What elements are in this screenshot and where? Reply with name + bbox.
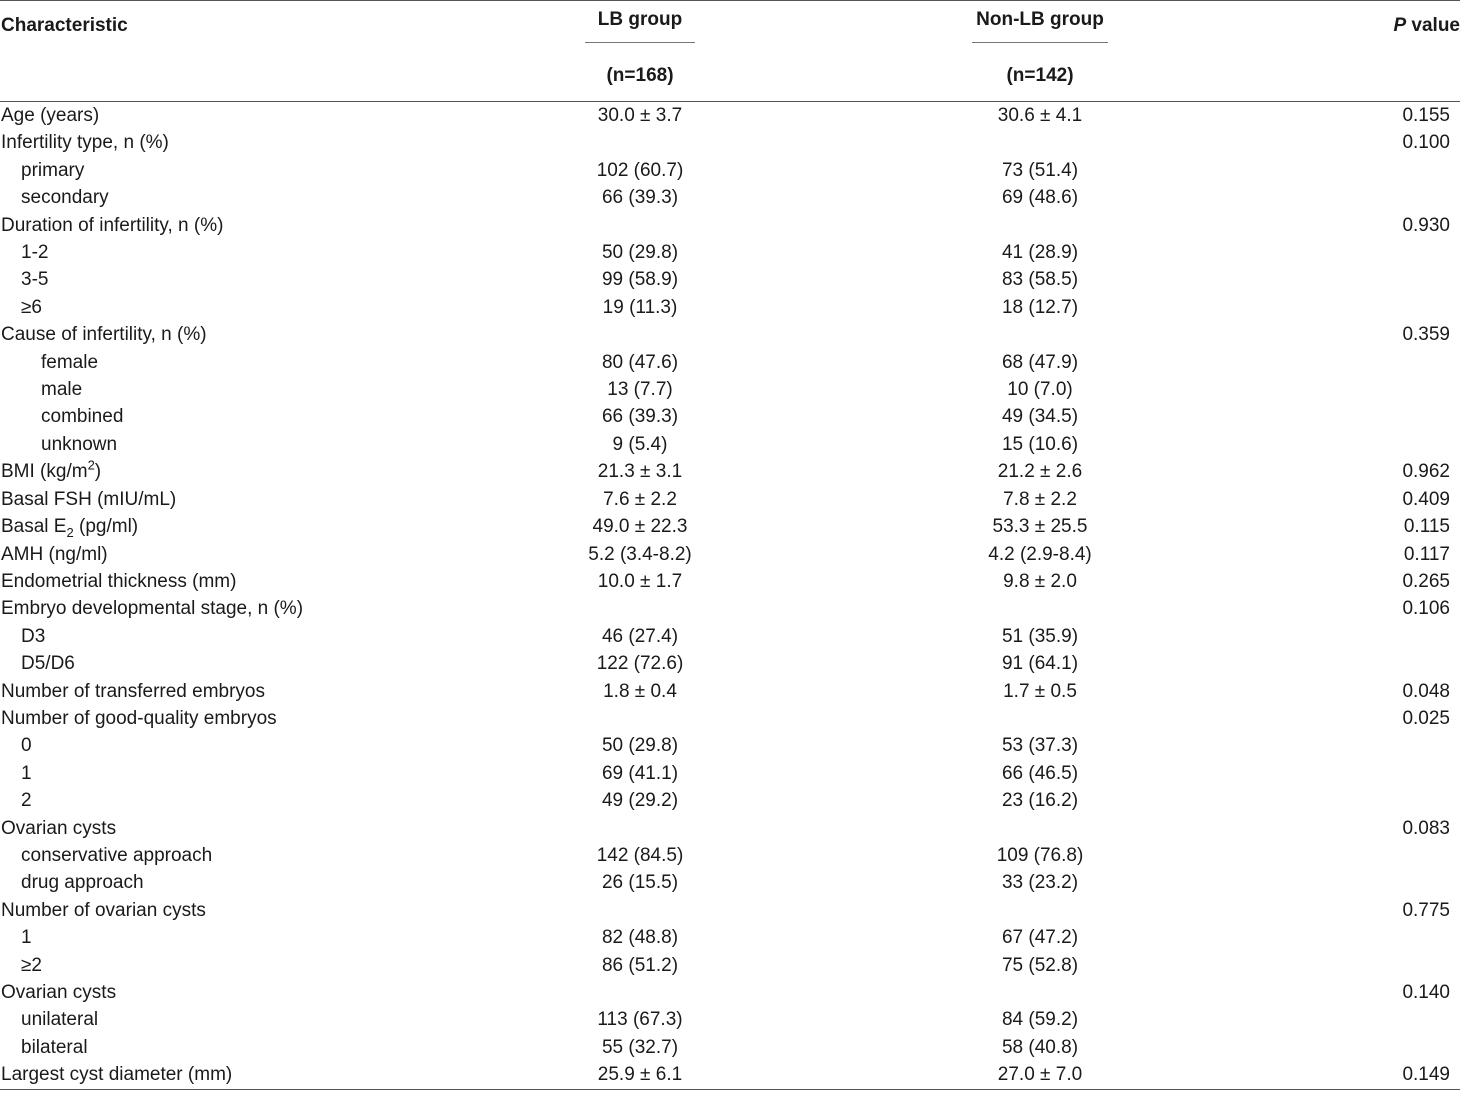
row-p-value	[1270, 732, 1460, 759]
row-lb-value: 113 (67.3)	[597, 1009, 683, 1031]
table-row	[0, 102, 1460, 130]
row-characteristic: combined	[41, 406, 124, 428]
row-non-lb-value	[810, 705, 1270, 732]
row-p-value	[1270, 952, 1460, 979]
row-non-lb-value	[810, 321, 1270, 348]
table-row	[0, 541, 1460, 568]
row-characteristic: Endometrial thickness (mm)	[1, 570, 237, 592]
row-lb-value	[470, 815, 810, 842]
row-non-lb-value	[810, 129, 1270, 156]
row-lb-value: 80 (47.6)	[601, 351, 679, 373]
row-p-value: 0.359	[1402, 324, 1450, 346]
row-p-value	[1270, 650, 1460, 677]
row-p-value: 0.025	[1402, 707, 1450, 729]
row-p-value: 0.930	[1402, 214, 1450, 236]
row-p-value	[1270, 431, 1460, 458]
table-row	[0, 349, 1460, 376]
table-row	[0, 1006, 1460, 1033]
row-characteristic: ≥2	[21, 954, 42, 976]
row-characteristic: Basal $E_2$ (pg/ml)	[1, 516, 139, 540]
header-lb-n: (n=168)	[606, 65, 674, 86]
row-non-lb-value	[810, 897, 1270, 924]
row-p-value	[1270, 760, 1460, 787]
row-characteristic: Age (years)	[1, 105, 100, 126]
table-row	[0, 157, 1460, 184]
row-p-value: 0.048	[1402, 680, 1450, 702]
row-p-value: 0.962	[1402, 461, 1450, 483]
row-characteristic: D5/D6	[21, 653, 75, 675]
table-row	[0, 732, 1460, 759]
table-row	[0, 924, 1460, 951]
row-p-value: 0.083	[1402, 817, 1450, 839]
row-non-lb-value: 67 (47.2)	[1001, 927, 1079, 949]
row-characteristic: Embryo developmental stage, n (%)	[1, 598, 304, 620]
row-p-value: 0.106	[1402, 598, 1450, 620]
row-characteristic: Duration of infertility, n (%)	[1, 214, 224, 236]
row-lb-value: 55 (32.7)	[601, 1036, 679, 1058]
row-lb-value: 49.0 ± 22.3	[592, 516, 688, 538]
row-lb-value: 46 (27.4)	[601, 625, 679, 647]
row-lb-value: 86 (51.2)	[601, 954, 679, 976]
row-characteristic: 2	[21, 790, 32, 812]
row-characteristic: D3	[21, 625, 46, 647]
row-non-lb-value	[810, 212, 1270, 239]
row-lb-value: 82 (48.8)	[601, 927, 679, 949]
row-non-lb-value: 49 (34.5)	[1001, 406, 1079, 428]
row-non-lb-value: 7.8 ± 2.2	[1003, 488, 1077, 510]
row-p-value: 0.140	[1402, 982, 1450, 1003]
row-non-lb-value: 1.7 ± 0.5	[1003, 680, 1077, 702]
row-non-lb-value: 15 (10.6)	[1001, 433, 1079, 455]
table-row	[0, 568, 1460, 595]
row-characteristic: Number of ovarian cysts	[1, 899, 206, 921]
table-row	[0, 513, 1460, 540]
row-lb-value: 142 (84.5)	[596, 844, 684, 866]
table-row	[0, 266, 1460, 293]
row-lb-value: 102 (60.7)	[596, 159, 684, 181]
header-row	[0, 1, 1460, 52]
table-row	[0, 842, 1460, 869]
table-row	[0, 595, 1460, 622]
row-lb-value: 7.6 ± 2.2	[603, 488, 677, 510]
header-blank-p	[1270, 51, 1460, 102]
row-lb-value	[470, 595, 810, 622]
table-row	[0, 212, 1460, 239]
row-characteristic: conservative approach	[21, 844, 213, 866]
row-lb-value: 10.0 ± 1.7	[597, 570, 683, 592]
header-characteristic: Characteristic	[1, 15, 128, 36]
row-non-lb-value: 9.8 ± 2.0	[1003, 570, 1077, 592]
row-p-value	[1270, 294, 1460, 321]
table-row	[0, 1061, 1460, 1089]
row-characteristic: 0	[21, 735, 32, 757]
row-lb-value	[470, 321, 810, 348]
table-row	[0, 952, 1460, 979]
row-p-value: 0.117	[1403, 543, 1450, 565]
header-non-lb-n: (n=142)	[1006, 65, 1074, 86]
row-characteristic: 3-5	[21, 269, 49, 291]
table-body	[0, 102, 1460, 1090]
row-lb-value: 21.3 ± 3.1	[597, 461, 683, 483]
row-lb-value: 66 (39.3)	[601, 187, 679, 209]
row-non-lb-value: 75 (52.8)	[1001, 954, 1079, 976]
row-non-lb-value: 83 (58.5)	[1001, 269, 1079, 291]
table-row	[0, 239, 1460, 266]
table-row	[0, 294, 1460, 321]
row-characteristic: female	[41, 351, 99, 373]
row-non-lb-value	[810, 979, 1270, 1006]
row-p-value	[1270, 266, 1460, 293]
table-row	[0, 431, 1460, 458]
row-lb-value: 99 (58.9)	[601, 269, 679, 291]
row-lb-value: 9 (5.4)	[612, 433, 668, 455]
row-non-lb-value: 21.2 ± 2.6	[997, 461, 1083, 483]
row-non-lb-value: 109 (76.8)	[996, 844, 1084, 866]
row-p-value	[1270, 623, 1460, 650]
header-p-value: P value	[1393, 15, 1460, 36]
row-characteristic: ≥6	[21, 296, 42, 318]
row-p-value	[1270, 184, 1460, 211]
row-p-value: 0.149	[1402, 1064, 1450, 1086]
table-row	[0, 376, 1460, 403]
row-lb-value: 49 (29.2)	[601, 790, 679, 812]
row-lb-value: 50 (29.8)	[601, 735, 679, 757]
row-non-lb-value: 91 (64.1)	[1001, 653, 1079, 675]
row-p-value: 0.265	[1402, 570, 1450, 592]
row-characteristic: secondary	[21, 187, 109, 209]
row-characteristic: Largest cyst diameter (mm)	[1, 1064, 233, 1086]
row-characteristic: drug approach	[21, 872, 144, 894]
table-row	[0, 486, 1460, 513]
row-non-lb-value: 68 (47.9)	[1001, 351, 1079, 373]
row-non-lb-value: 23 (16.2)	[1001, 790, 1079, 812]
header-non-lb-group: Non-LB group	[810, 1, 1270, 52]
row-lb-value	[470, 979, 810, 1006]
row-p-value	[1270, 787, 1460, 814]
row-characteristic: BMI $(kg/m^2)$	[1, 457, 102, 483]
row-lb-value	[470, 705, 810, 732]
row-non-lb-value: 53.3 ± 25.5	[992, 516, 1088, 538]
table-row	[0, 869, 1460, 896]
row-non-lb-value: 53 (37.3)	[1001, 735, 1079, 757]
row-characteristic: 1-2	[21, 242, 49, 264]
row-characteristic: bilateral	[21, 1036, 88, 1058]
table-row	[0, 760, 1460, 787]
row-non-lb-value: 66 (46.5)	[1001, 762, 1079, 784]
row-characteristic: male	[41, 379, 83, 401]
row-p-value	[1270, 869, 1460, 896]
row-characteristic: AMH (ng/ml)	[1, 543, 108, 565]
row-characteristic: unknown	[41, 433, 118, 455]
row-lb-value: 5.2 (3.4-8.2)	[588, 543, 692, 565]
table-row	[0, 815, 1460, 842]
table-row	[0, 1034, 1460, 1061]
row-characteristic: Ovarian cysts	[1, 982, 117, 1003]
header-lb-group: LB group	[470, 1, 810, 52]
table-row	[0, 403, 1460, 430]
row-lb-value: 1.8 ± 0.4	[603, 680, 677, 702]
row-characteristic: unilateral	[21, 1009, 99, 1031]
row-lb-value: 50 (29.8)	[601, 242, 679, 264]
table-row	[0, 650, 1460, 677]
table-row	[0, 623, 1460, 650]
row-p-value	[1270, 1006, 1460, 1033]
row-p-value	[1270, 157, 1460, 184]
row-lb-value: 26 (15.5)	[601, 872, 679, 894]
row-non-lb-value	[810, 595, 1270, 622]
row-non-lb-value: 84 (59.2)	[1001, 1009, 1079, 1031]
row-p-value	[1270, 924, 1460, 951]
row-characteristic: Basal FSH (mIU/mL)	[1, 488, 177, 510]
row-characteristic: Infertility type, n (%)	[1, 132, 169, 154]
row-p-value	[1270, 842, 1460, 869]
row-non-lb-value: 30.6 ± 4.1	[997, 105, 1083, 126]
row-p-value: 0.115	[1403, 516, 1450, 538]
table-row	[0, 129, 1460, 156]
row-characteristic: Ovarian cysts	[1, 817, 117, 839]
table-row	[0, 678, 1460, 705]
row-lb-value: 122 (72.6)	[596, 653, 684, 675]
row-p-value: 0.100	[1402, 132, 1450, 154]
table-row	[0, 321, 1460, 348]
row-lb-value: 69 (41.1)	[601, 762, 679, 784]
row-non-lb-value: 10 (7.0)	[1007, 379, 1073, 401]
row-p-value	[1270, 239, 1460, 266]
row-characteristic: 1	[21, 762, 32, 784]
row-lb-value: 25.9 ± 6.1	[597, 1064, 683, 1086]
table-row	[0, 979, 1460, 1006]
row-p-value: 0.775	[1402, 899, 1450, 921]
row-p-value: 0.409	[1402, 488, 1450, 510]
row-non-lb-value: 18 (12.7)	[1001, 296, 1079, 318]
row-non-lb-value: 51 (35.9)	[1001, 625, 1079, 647]
row-lb-value: 13 (7.7)	[607, 379, 673, 401]
row-non-lb-value: 58 (40.8)	[1001, 1036, 1079, 1058]
row-lb-value	[470, 897, 810, 924]
table-row	[0, 184, 1460, 211]
header-blank	[0, 51, 470, 102]
table-row	[0, 458, 1460, 485]
table-row	[0, 787, 1460, 814]
row-non-lb-value: 73 (51.4)	[1001, 159, 1079, 181]
row-characteristic: Number of transferred embryos	[1, 680, 265, 702]
header-subrow	[0, 51, 1460, 102]
row-p-value	[1270, 349, 1460, 376]
row-non-lb-value: 27.0 ± 7.0	[997, 1064, 1083, 1086]
row-p-value	[1270, 403, 1460, 430]
row-lb-value	[470, 129, 810, 156]
row-non-lb-value: 33 (23.2)	[1001, 872, 1079, 894]
row-non-lb-value: 41 (28.9)	[1001, 242, 1079, 264]
table-row	[0, 897, 1460, 924]
row-characteristic: 1	[21, 927, 32, 949]
row-p-value	[1270, 376, 1460, 403]
row-characteristic: primary	[21, 159, 85, 181]
row-lb-value	[470, 212, 810, 239]
row-non-lb-value: 69 (48.6)	[1001, 187, 1079, 209]
row-lb-value: 66 (39.3)	[601, 406, 679, 428]
row-characteristic: Cause of infertility, n (%)	[1, 324, 207, 346]
row-characteristic: Number of good-quality embryos	[1, 707, 277, 729]
row-lb-value: 30.0 ± 3.7	[597, 105, 683, 126]
table-row	[0, 705, 1460, 732]
row-non-lb-value: 4.2 (2.9-8.4)	[988, 543, 1092, 565]
row-p-value: 0.155	[1402, 105, 1450, 126]
row-non-lb-value	[810, 815, 1270, 842]
row-lb-value: 19 (11.3)	[602, 296, 678, 318]
row-p-value	[1270, 1034, 1460, 1061]
